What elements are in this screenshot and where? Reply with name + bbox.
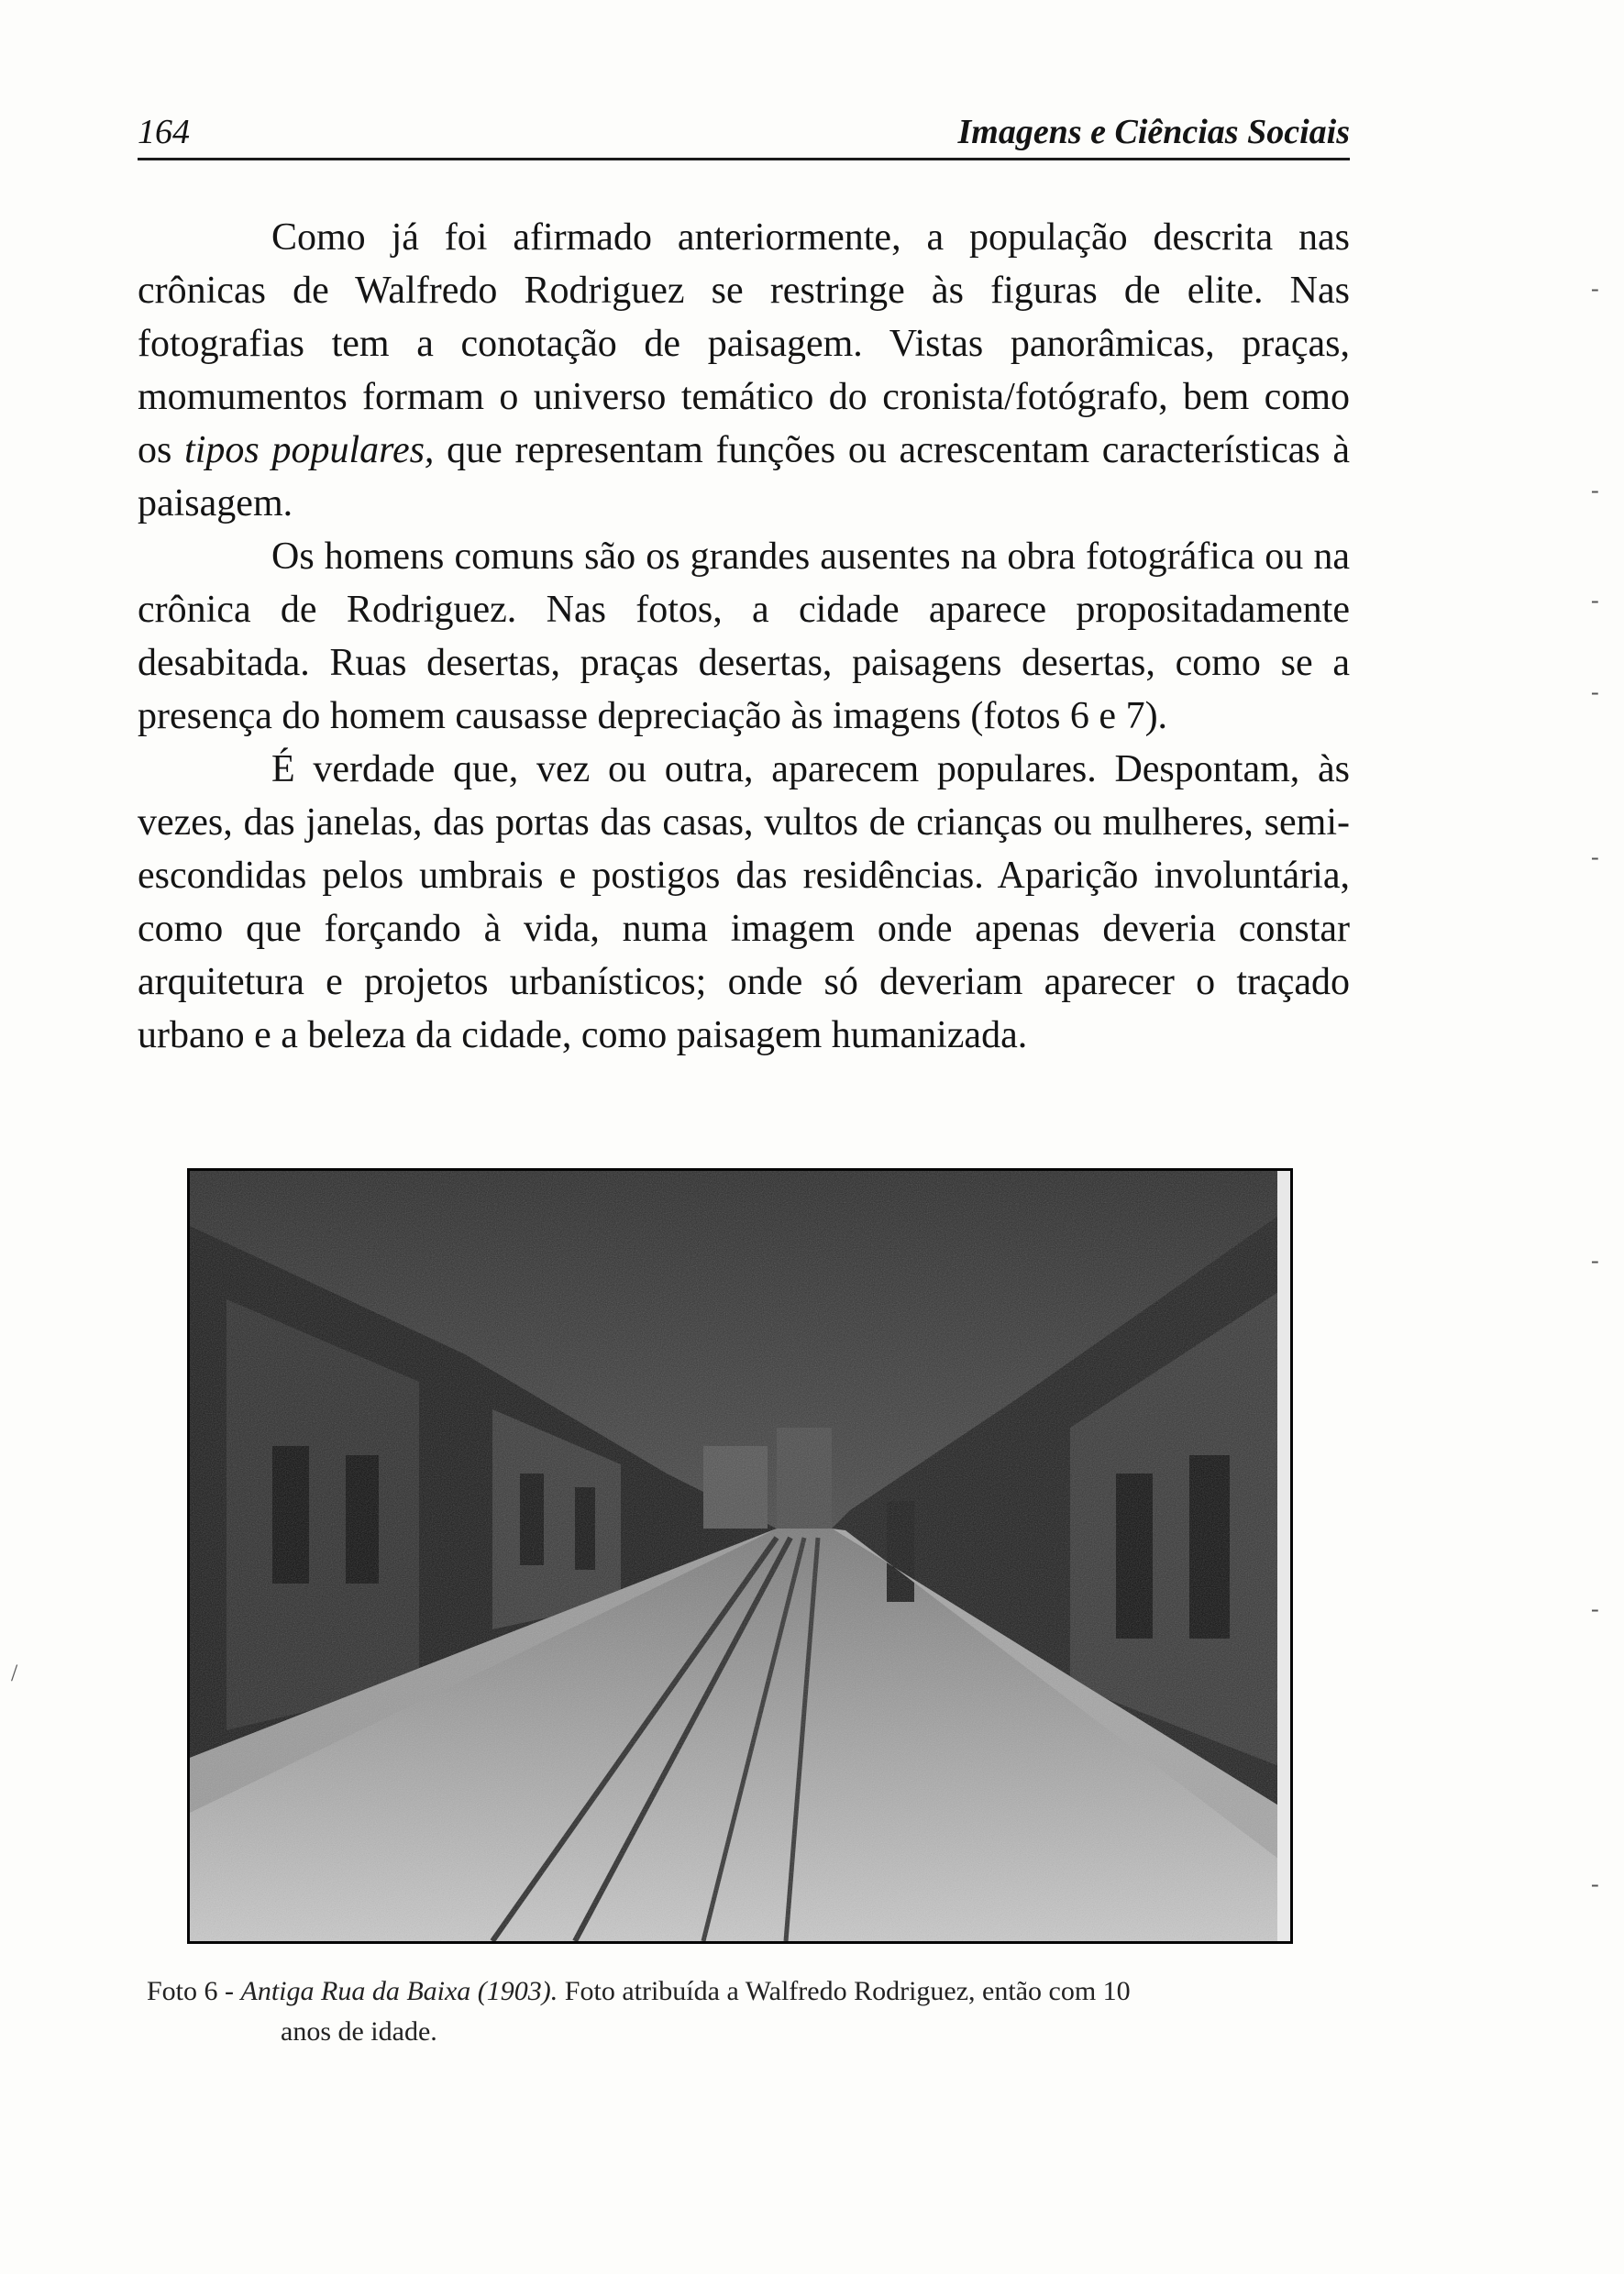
caption-continuation: anos de idade. (281, 2016, 437, 2047)
scan-mark: - (1591, 844, 1599, 870)
scan-mark: / (11, 1660, 18, 1686)
street-photograph (187, 1168, 1293, 1944)
scan-mark: - (1591, 275, 1599, 302)
scan-mark: - (1591, 1247, 1599, 1274)
running-title: Imagens e Ciências Sociais (957, 113, 1350, 151)
scan-mark: - (1591, 1871, 1599, 1897)
caption-title: Antiga Rua da Baixa (1903). (240, 1976, 558, 2006)
page-number: 164 (138, 113, 190, 151)
scan-mark: - (1591, 587, 1599, 613)
scan-mark: - (1591, 679, 1599, 705)
scan-mark: - (1591, 477, 1599, 503)
paragraph-1-start: Como já foi afirmado anteriormente, a população descrita nas crônicas de Walfredo Rodriguez se restringe às figuras de elite. Nas fotografias tem a conotação de paisagem. Vistas panorâmicas, praças, momumentos formam o universo temático do cronista/fotógrafo, bem como os (138, 216, 1350, 471)
caption-text: Foto atribuída a Walfredo Rodriguez, então com 10 (558, 1976, 1131, 2006)
paragraph-1 (138, 211, 1350, 530)
paragraph-1-end: que representam funções ou acrescentam características à paisagem. (138, 429, 1350, 524)
scan-mark: - (1591, 1595, 1599, 1622)
paragraph-2: Os homens comuns são os grandes ausentes na obra fotográfica ou na crônica de Rodriguez. Nas fotos, a cidade aparece propositadamente desabitada. Ruas desertas, praças desertas, paisagens desertas, como se a presença do homem causasse depreciação às imagens (fotos 6 e 7). (138, 535, 1350, 737)
body-text (138, 211, 1350, 1062)
page-header (138, 105, 1350, 160)
caption-label: Foto 6 - (147, 1976, 241, 2006)
street-photograph-image (190, 1171, 1290, 1941)
figure-caption (147, 1971, 1350, 2052)
paragraph-3: É verdade que, vez ou outra, aparecem populares. Despontam, às vezes, das janelas, das portas das casas, vultos de crianças ou mulheres, semi-escondidas pelos umbrais e postigos das residências. Aparição involuntária, como que forçando à vida, numa imagem onde apenas deveria constar arquitetura e projetos urbanísticos; onde só deveriam aparecer o traçado urbano e a beleza da cidade, como paisagem humanizada. (138, 748, 1350, 1056)
emphasis-tipos-populares: tipos populares, (184, 429, 435, 471)
